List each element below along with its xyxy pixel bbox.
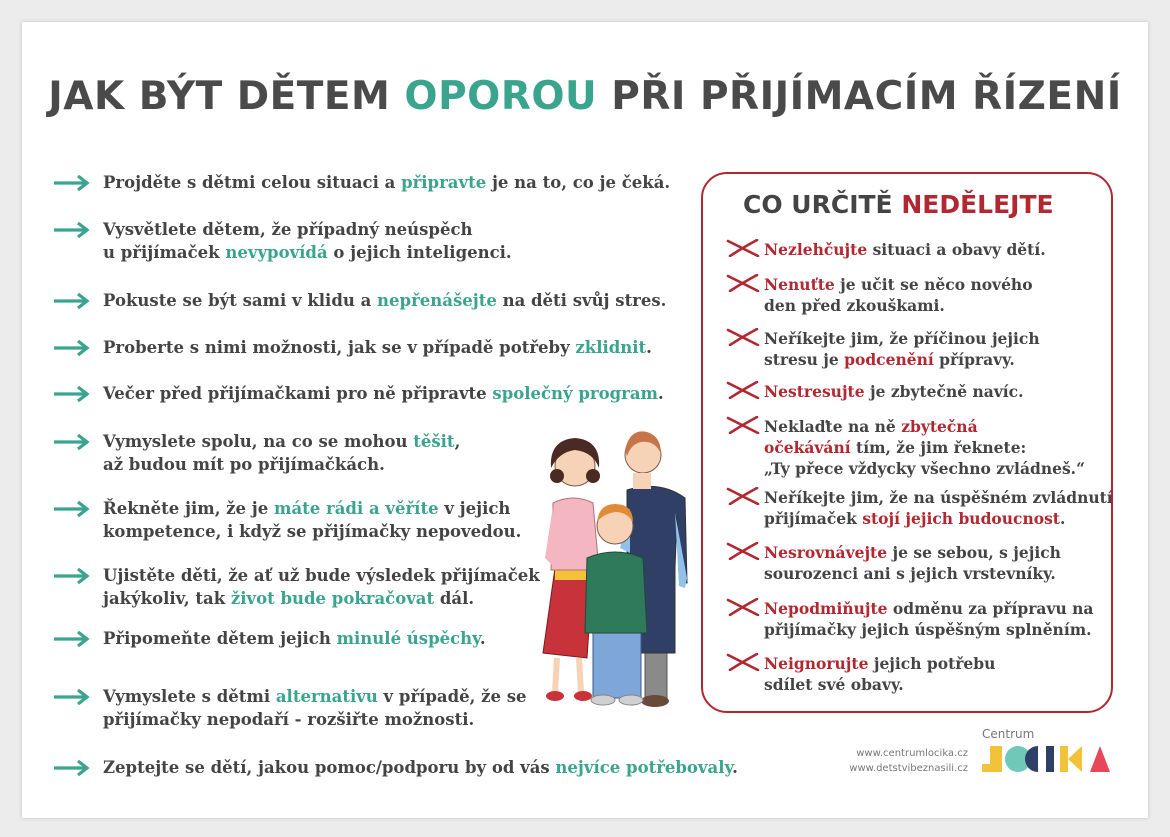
dont-text: Nenuťte je učit se něco nového den před zkouškami. xyxy=(764,275,1033,315)
tip-text: Vysvětlete dětem, že případný neúspěch u přijímaček nevypovídá o jejich inteligenci. xyxy=(103,220,512,262)
arrow-right-icon xyxy=(52,291,92,311)
tip-text: Řekněte jim, že je máte rádi a věříte v jejich kompetence, i když se přijímačky nepovedou. xyxy=(103,499,522,541)
page-title: JAK BÝT DĚTEM OPOROU PŘI PŘIJÍMACÍM ŘÍZENÍ xyxy=(48,74,1122,119)
family-illustration xyxy=(535,418,695,713)
arrow-right-icon xyxy=(52,173,92,193)
arrow-right-icon xyxy=(52,499,92,519)
logo-caption: Centrum xyxy=(982,727,1035,741)
tip-text: Vymyslete spolu, na co se mohou těšit, až budou mít po přijímačkách. xyxy=(103,432,461,474)
arrow-right-icon xyxy=(52,566,92,586)
cross-icon xyxy=(726,239,760,257)
dont-text: Neříkejte jim, že na úspěšném zvládnutí přijímaček stojí jejich budoucnost. xyxy=(764,488,1113,528)
dont-text: Neklaďte na ně zbytečná očekávání tím, že jim řeknete: „Ty přece vždycky všechno zvládneš.“ xyxy=(764,417,1085,478)
tip-text: Proberte s nimi možnosti, jak se v případě potřeby zklidnit. xyxy=(103,338,652,357)
arrow-right-icon xyxy=(52,384,92,404)
dont-text: Nezlehčujte situaci a obavy dětí. xyxy=(764,240,1046,259)
arrow-right-icon xyxy=(52,758,92,778)
tip-text: Pokuste se být sami v klidu a nepřenášejte na děti svůj stres. xyxy=(103,291,667,310)
arrow-right-icon xyxy=(52,338,92,358)
tip-text: Projděte s dětmi celou situaci a připravte je na to, co je čeká. xyxy=(103,173,671,192)
tip-text: Připomeňte dětem jejich minulé úspěchy. xyxy=(103,629,486,648)
dont-text: Nepodmiňujte odměnu za přípravu na přijímačky jejich úspěšným splněním. xyxy=(764,599,1094,639)
dont-text: Nestresujte je zbytečně navíc. xyxy=(764,382,1024,401)
tip-text: Večer před přijímačkami pro ně připravte společný program. xyxy=(103,384,664,403)
website-link-detstvibeznasili[interactable]: www.detstvibeznasili.cz xyxy=(849,763,968,774)
dont-text: Neignorujte jejich potřebu sdílet své obavy. xyxy=(764,654,996,694)
cross-icon xyxy=(726,598,760,616)
cross-icon xyxy=(726,542,760,560)
tip-text: Zeptejte se dětí, jakou pomoc/podporu by od vás nejvíce potřebovaly. xyxy=(103,758,738,777)
arrow-right-icon xyxy=(52,629,92,649)
arrow-right-icon xyxy=(52,687,92,707)
arrow-right-icon xyxy=(52,220,92,240)
arrow-right-icon xyxy=(52,432,92,452)
cross-icon xyxy=(726,653,760,671)
cross-icon xyxy=(726,328,760,346)
tip-text: Vymyslete s dětmi alternativu v případě, že se přijímačky nepodaří - rozšiřte možnosti. xyxy=(103,687,527,729)
dont-text: Neříkejte jim, že příčinou jejich stresu je podcenění přípravy. xyxy=(764,329,1040,369)
cross-icon xyxy=(726,416,760,434)
cross-icon xyxy=(726,381,760,399)
dont-text: Nesrovnávejte je se sebou, s jejich sourozenci ani s jejich vrstevníky. xyxy=(764,543,1061,583)
website-link-centrumlocika[interactable]: www.centrumlocika.cz xyxy=(856,748,968,759)
tip-text: Ujistěte děti, že ať už bude výsledek přijímaček jakýkoliv, tak život bude pokračovat dál. xyxy=(103,566,540,608)
locika-logo xyxy=(980,742,1112,774)
cross-icon xyxy=(726,274,760,292)
cross-icon xyxy=(726,487,760,505)
